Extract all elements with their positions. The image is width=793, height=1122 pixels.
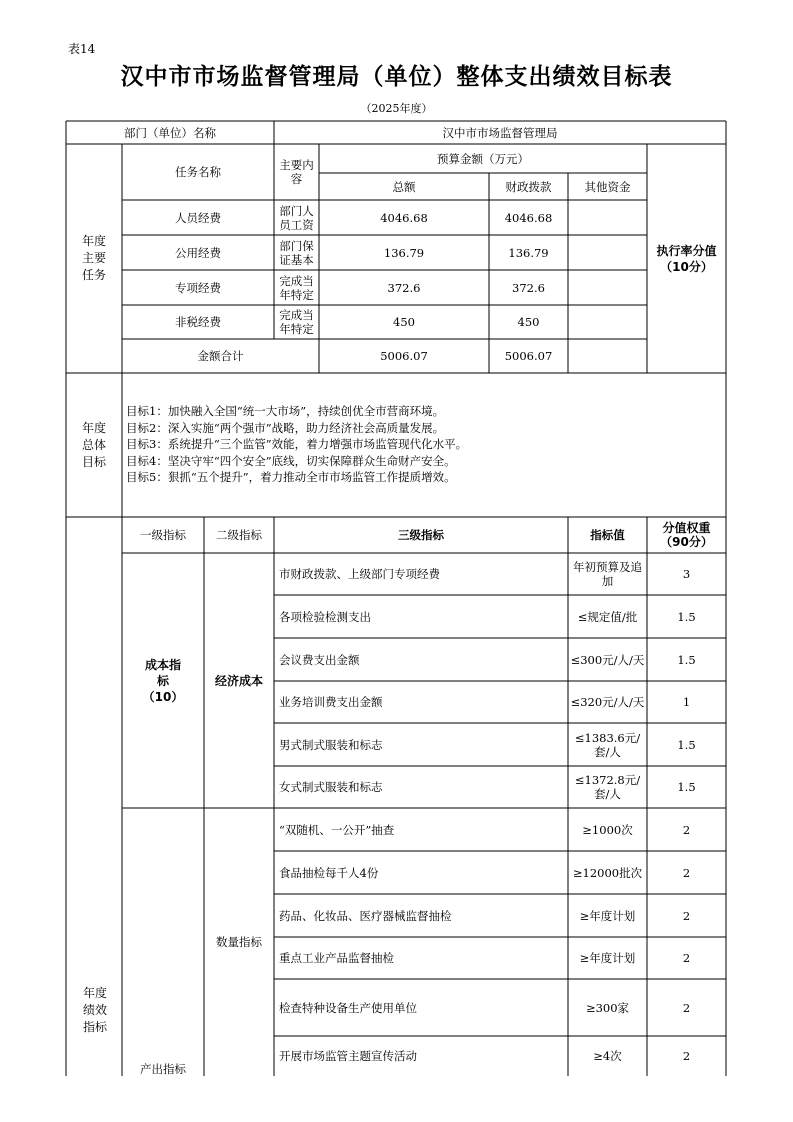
task-fiscal: 136.79 [508,245,549,260]
col-indicator-value: 指标值 [590,528,625,542]
indicator-name: 各项检验检测支出 [279,609,371,624]
indicator-name: 男式制式服装和标志 [279,737,383,752]
goal-item: 目标4：坚决守牢“四个安全”底线，切实保障群众生命财产安全。 [126,453,456,468]
task-total: 372.6 [387,280,421,295]
indicator-name: 开展市场监管主题宣传活动 [279,1049,417,1063]
indicator-value: ≥1000次 [582,822,633,837]
quantity-indicator-l2: 数量指标 [216,935,262,949]
indicator-value: ≥年度计划 [579,951,636,965]
task-other [568,270,647,305]
col-other-funds: 其他资金 [584,179,631,194]
indicator-value: ≤规定值/批 [577,609,638,624]
indicator-name: 检查特种设备生产使用单位 [279,1000,417,1015]
indicator-value: ≥300家 [585,1000,630,1015]
col-fiscal: 财政拨款 [505,179,552,194]
task-total: 136.79 [383,245,425,260]
goal-item: 目标1：加快融入全国“统一大市场”，持续创优全市营商环境。 [126,404,445,418]
indicator-name: 业务培训费支出金额 [279,695,383,709]
indicator-weight: 2 [682,822,691,837]
task-content: 部门人员工资 [279,203,314,232]
indicator-name: “双随机、一公开”抽查 [279,822,395,837]
dept-value: 汉中市市场监督管理局 [442,125,558,140]
fiscal-year: （2025年度） [360,102,433,115]
goal-item: 目标3：系统提升“三个监管”效能，着力增强市场监管现代化水平。 [126,437,468,451]
task-fiscal: 450 [517,315,540,329]
indicator-weight: 2 [682,908,691,923]
col-budget-amount: 预算金额（万元） [437,151,529,166]
indicator-weight: 2 [682,951,691,965]
indicator-weight: 1.5 [677,652,696,667]
goals-list [126,403,467,486]
indicator-value: ≥年度计划 [579,908,636,923]
indicator-weight: 2 [682,1049,691,1063]
indicator-weight: 2 [682,1000,691,1015]
col-main-content: 主要内容 [279,158,314,186]
task-content: 完成当年特定 [279,308,314,336]
indicator-value: ≤300元/人/天 [570,652,645,667]
indicator-weight: 2 [682,865,691,880]
task-fiscal: 4046.68 [504,210,553,225]
sum-total: 5006.07 [380,349,428,363]
task-other [568,305,647,339]
indicator-name: 重点工业产品监督抽检 [279,951,394,965]
dept-label: 部门（单位）名称 [124,125,216,140]
indicator-name: 女式制式服装和标志 [279,780,383,794]
task-content: 完成当年特定 [279,273,314,302]
indicator-weight: 1.5 [677,780,696,794]
sum-label: 金额合计 [197,349,244,363]
indicator-value: ≥4次 [593,1049,622,1063]
task-content: 部门保证基本 [279,238,314,267]
col-task-name: 任务名称 [175,165,221,179]
table-number: 表14 [68,42,96,56]
page-title: 汉中市市场监督管理局（单位）整体支出绩效目标表 [120,64,673,90]
indicator-value: ≤1372.8元/套/人 [574,773,641,801]
indicator-weight: 1.5 [677,609,696,624]
output-indicator-l1: 产出指标 [140,1062,186,1076]
cost-indicator-l2: 经济成本 [214,673,263,688]
indicator-name: 食品抽检每千人4份 [279,865,379,880]
tasks-section-label: 年度主要任务 [81,234,106,282]
goal-item: 目标2：深入实施“两个强市”战略，助力经济社会高质量发展。 [126,420,445,435]
indicator-name: 药品、化妆品、医疗器械监督抽检 [279,908,452,923]
task-other [568,200,647,235]
task-name: 公用经费 [175,245,221,260]
indicators-section-label: 年度绩效指标 [82,986,107,1034]
indicator-name: 会议费支出金额 [279,652,360,667]
task-total: 450 [393,315,415,329]
task-name: 非税经费 [175,315,221,329]
col-total: 总额 [392,179,416,194]
indicator-value: 年初预算及追加 [573,560,642,588]
col-level2: 二级指标 [216,528,262,542]
task-other [568,235,647,270]
cost-indicator-l1: 成本指标（10） [142,657,184,704]
indicator-value: ≥12000批次 [572,865,643,880]
task-name: 人员经费 [175,210,221,225]
task-name: 专项经费 [175,280,221,295]
indicator-value: ≤1383.6元/套/人 [574,730,641,759]
sum-fiscal: 5006.07 [504,349,553,363]
indicator-value: ≤320元/人/天 [570,695,645,709]
indicator-name: 市财政拨款、上级部门专项经费 [279,567,440,581]
task-total: 4046.68 [380,210,428,225]
col-level1: 一级指标 [140,528,186,542]
col-level3: 三级指标 [398,528,444,542]
indicator-weight: 1.5 [677,737,696,752]
indicator-weight: 3 [682,567,691,581]
goals-section-label: 年度总体目标 [81,420,106,469]
indicator-weight: 1 [682,695,691,709]
task-fiscal: 372.6 [512,280,545,295]
goal-item: 目标5：狠抓“五个提升”，着力推动全市市场监管工作提质增效。 [126,470,456,484]
execution-score-label: 执行率分值（10分） [656,243,717,274]
col-weight: 分值权重（90分） [660,521,713,549]
